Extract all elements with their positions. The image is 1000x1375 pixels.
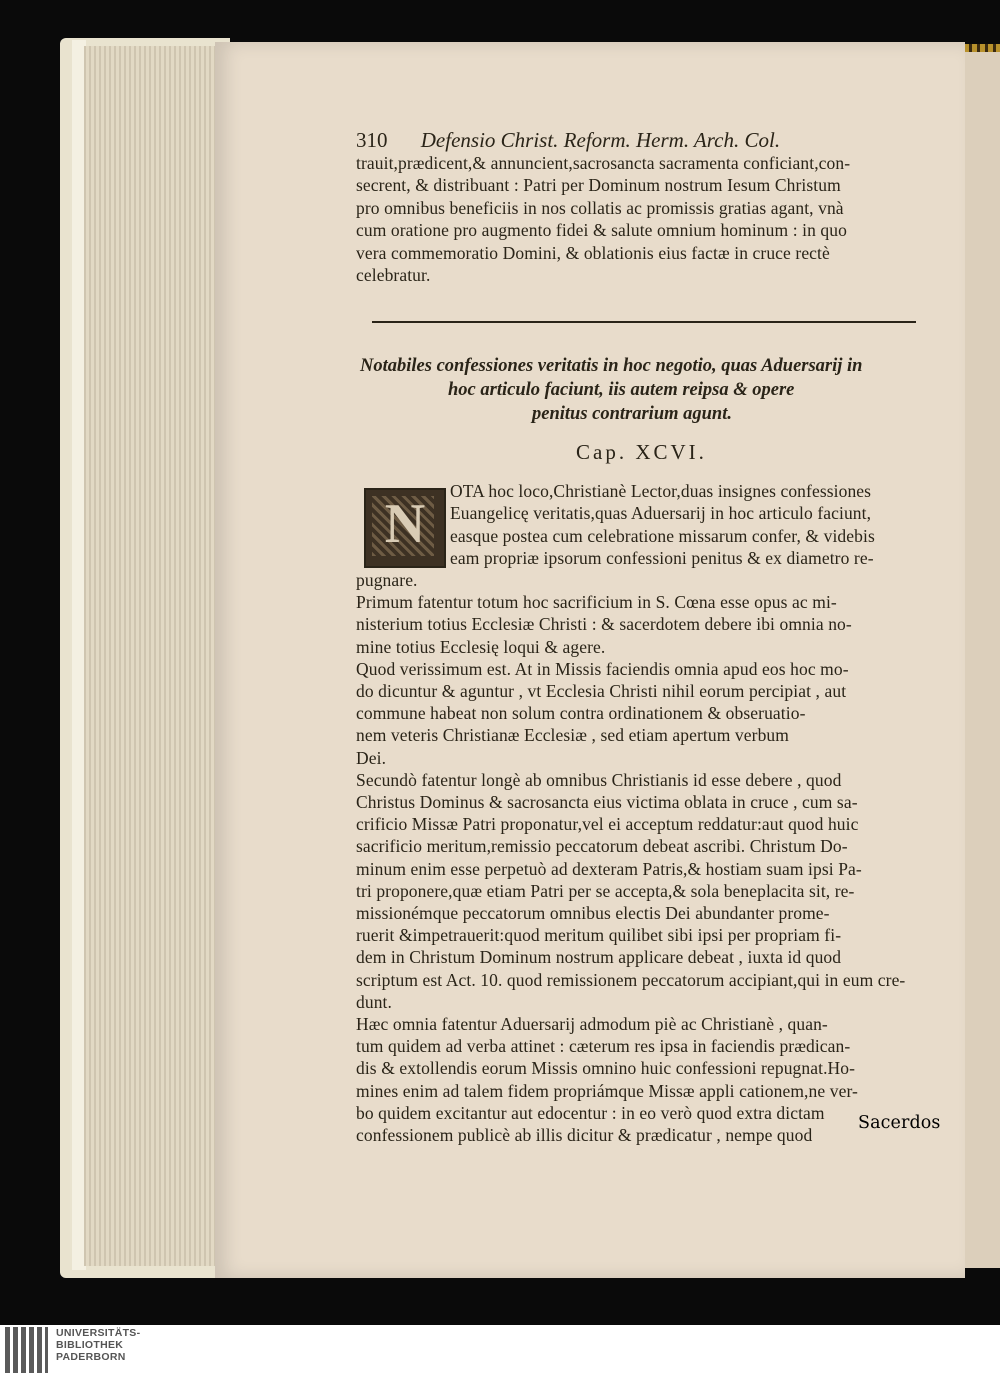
page-block-edges xyxy=(84,46,232,1266)
decorated-initial xyxy=(364,488,446,568)
text-line: vera commemoratio Domini, & oblationis eius factæ in cruce rectè xyxy=(356,242,830,263)
text-line: scriptum est Act. 10. quod remissionem peccatorum accipiant,qui in eum cre- xyxy=(356,969,906,990)
text-line: do dicuntur & aguntur , vt Ecclesia Christi nihil eorum percipiat , aut xyxy=(356,681,847,701)
text-line: sacrificio meritum,remissio peccatorum debeat ascribi. Christum Do- xyxy=(356,836,848,857)
header-title: Defensio Christ. Reform. Herm. Arch. Col. xyxy=(420,128,781,152)
text-line: tum quidem ad verba attinet : cæterum res ipsa in faciendis prædican- xyxy=(356,1036,851,1057)
text-line: mine totius Ecclesię loqui & agere. xyxy=(356,636,606,657)
text-line: Hæc omnia fatentur Aduersarij admodum piè ac Christianè , quan- xyxy=(356,1014,828,1034)
text-line: bo quidem excitantur aut edocentur : in eo verò quod extra dictam xyxy=(356,1102,825,1123)
initial-letter: N xyxy=(384,493,426,555)
text-line: Christus Dominus & sacrosancta eius victima oblata in cruce , cum sa- xyxy=(356,792,858,812)
text-line: celebratur. xyxy=(356,265,431,285)
text-line: Primum fatentur totum hoc sacrificium in S. Cœna esse opus ac mi- xyxy=(356,592,837,613)
page-number: 310 xyxy=(356,128,388,152)
text-line: dunt. xyxy=(356,991,392,1012)
footer-bar xyxy=(0,1325,1000,1375)
text-line: mines enim ad talem fidem propriámque Missæ appli cationem,ne ver- xyxy=(356,1080,858,1101)
text-line: Quod verissimum est. At in Missis faciendis omnia apud eos hoc mo- xyxy=(356,658,849,679)
library-logo-icon xyxy=(5,1327,49,1373)
text-line: confessionem publicè ab illis dicitur & prædicatur , nempe quod xyxy=(356,1125,813,1145)
catchword: Sacerdos xyxy=(858,1113,941,1133)
section-heading-line: hoc articulo faciunt, iis autem reipsa & opere xyxy=(448,380,795,400)
text-line: cum oratione pro augmento fidei & salute omnium hominum : in quo xyxy=(356,220,847,241)
text-line: commune habeat non solum contra ordinationem & obseruatio- xyxy=(356,703,806,724)
text-line: eam propriæ ipsorum confessioni penitus & ex diametro re- xyxy=(450,548,874,569)
library-line: PADERBORN xyxy=(56,1351,126,1363)
text-line: dem in Christum Dominum nostrum applicare debeat , iuxta id quod xyxy=(356,947,842,968)
text-line: Secundò fatentur longè ab omnibus Christianis id esse debere , quod xyxy=(356,769,842,790)
text-line: pugnare. xyxy=(356,570,418,590)
text-line: secrent, & distribuant : Patri per Dominum nostrum Iesum Christum xyxy=(356,175,841,196)
text-line: Euangelicę veritatis,quas Aduersarij in hoc articulo faciunt, xyxy=(450,503,872,524)
text-line: ruerit &impetrauerit:quod meritum quilibet sibi ipsi per propriam fi- xyxy=(356,925,842,946)
text-line: easque postea cum celebratione missarum confer, & videbis xyxy=(450,525,875,546)
text-line: OTA hoc loco,Christianè Lector,duas insignes confessiones xyxy=(450,481,872,501)
facing-page-edge xyxy=(962,52,1000,1268)
text-line: tri proponere,quæ etiam Patri per se accepta,& sola beneplacita sit, re- xyxy=(356,880,855,901)
library-line: BIBLIOTHEK xyxy=(56,1339,124,1351)
running-header xyxy=(356,128,916,153)
text-line: missionémque peccatorum omnibus electis Dei abundanter prome- xyxy=(356,903,830,923)
text-line: nisterium totius Ecclesiæ Christi : & sacerdotem debere ibi omnia no- xyxy=(356,614,852,635)
section-heading-line: penitus contrarium agunt. xyxy=(532,404,732,424)
library-line: UNIVERSITÄTS- xyxy=(56,1327,141,1339)
text-line: nem veteris Christianæ Ecclesiæ , sed etiam apertum verbum xyxy=(356,725,789,746)
text-line: crificio Missæ Patri proponatur,vel ei acceptum reddatur:aut quod huic xyxy=(356,814,859,835)
text-line: minum enim esse perpetuò ad dexteram Patris,& hostiam suam ipsi Pa- xyxy=(356,858,862,879)
chapter-heading: Cap. XCVI. xyxy=(576,440,707,464)
section-heading-line: Notabiles confessiones veritatis in hoc negotio, quas Aduersarij in xyxy=(360,356,863,376)
text-line: trauit,prædicent,& annuncient,sacrosancta sacramenta conficiant,con- xyxy=(356,153,851,173)
text-line: dis & extollendis eorum Missis omnino huic confessioni repugnat.Ho- xyxy=(356,1058,856,1079)
library-name xyxy=(56,1327,140,1363)
text-line: Dei. xyxy=(356,747,387,768)
section-rule xyxy=(372,321,916,323)
text-line: pro omnibus beneficiis in nos collatis ac promissis gratias agant, vnà xyxy=(356,197,844,218)
